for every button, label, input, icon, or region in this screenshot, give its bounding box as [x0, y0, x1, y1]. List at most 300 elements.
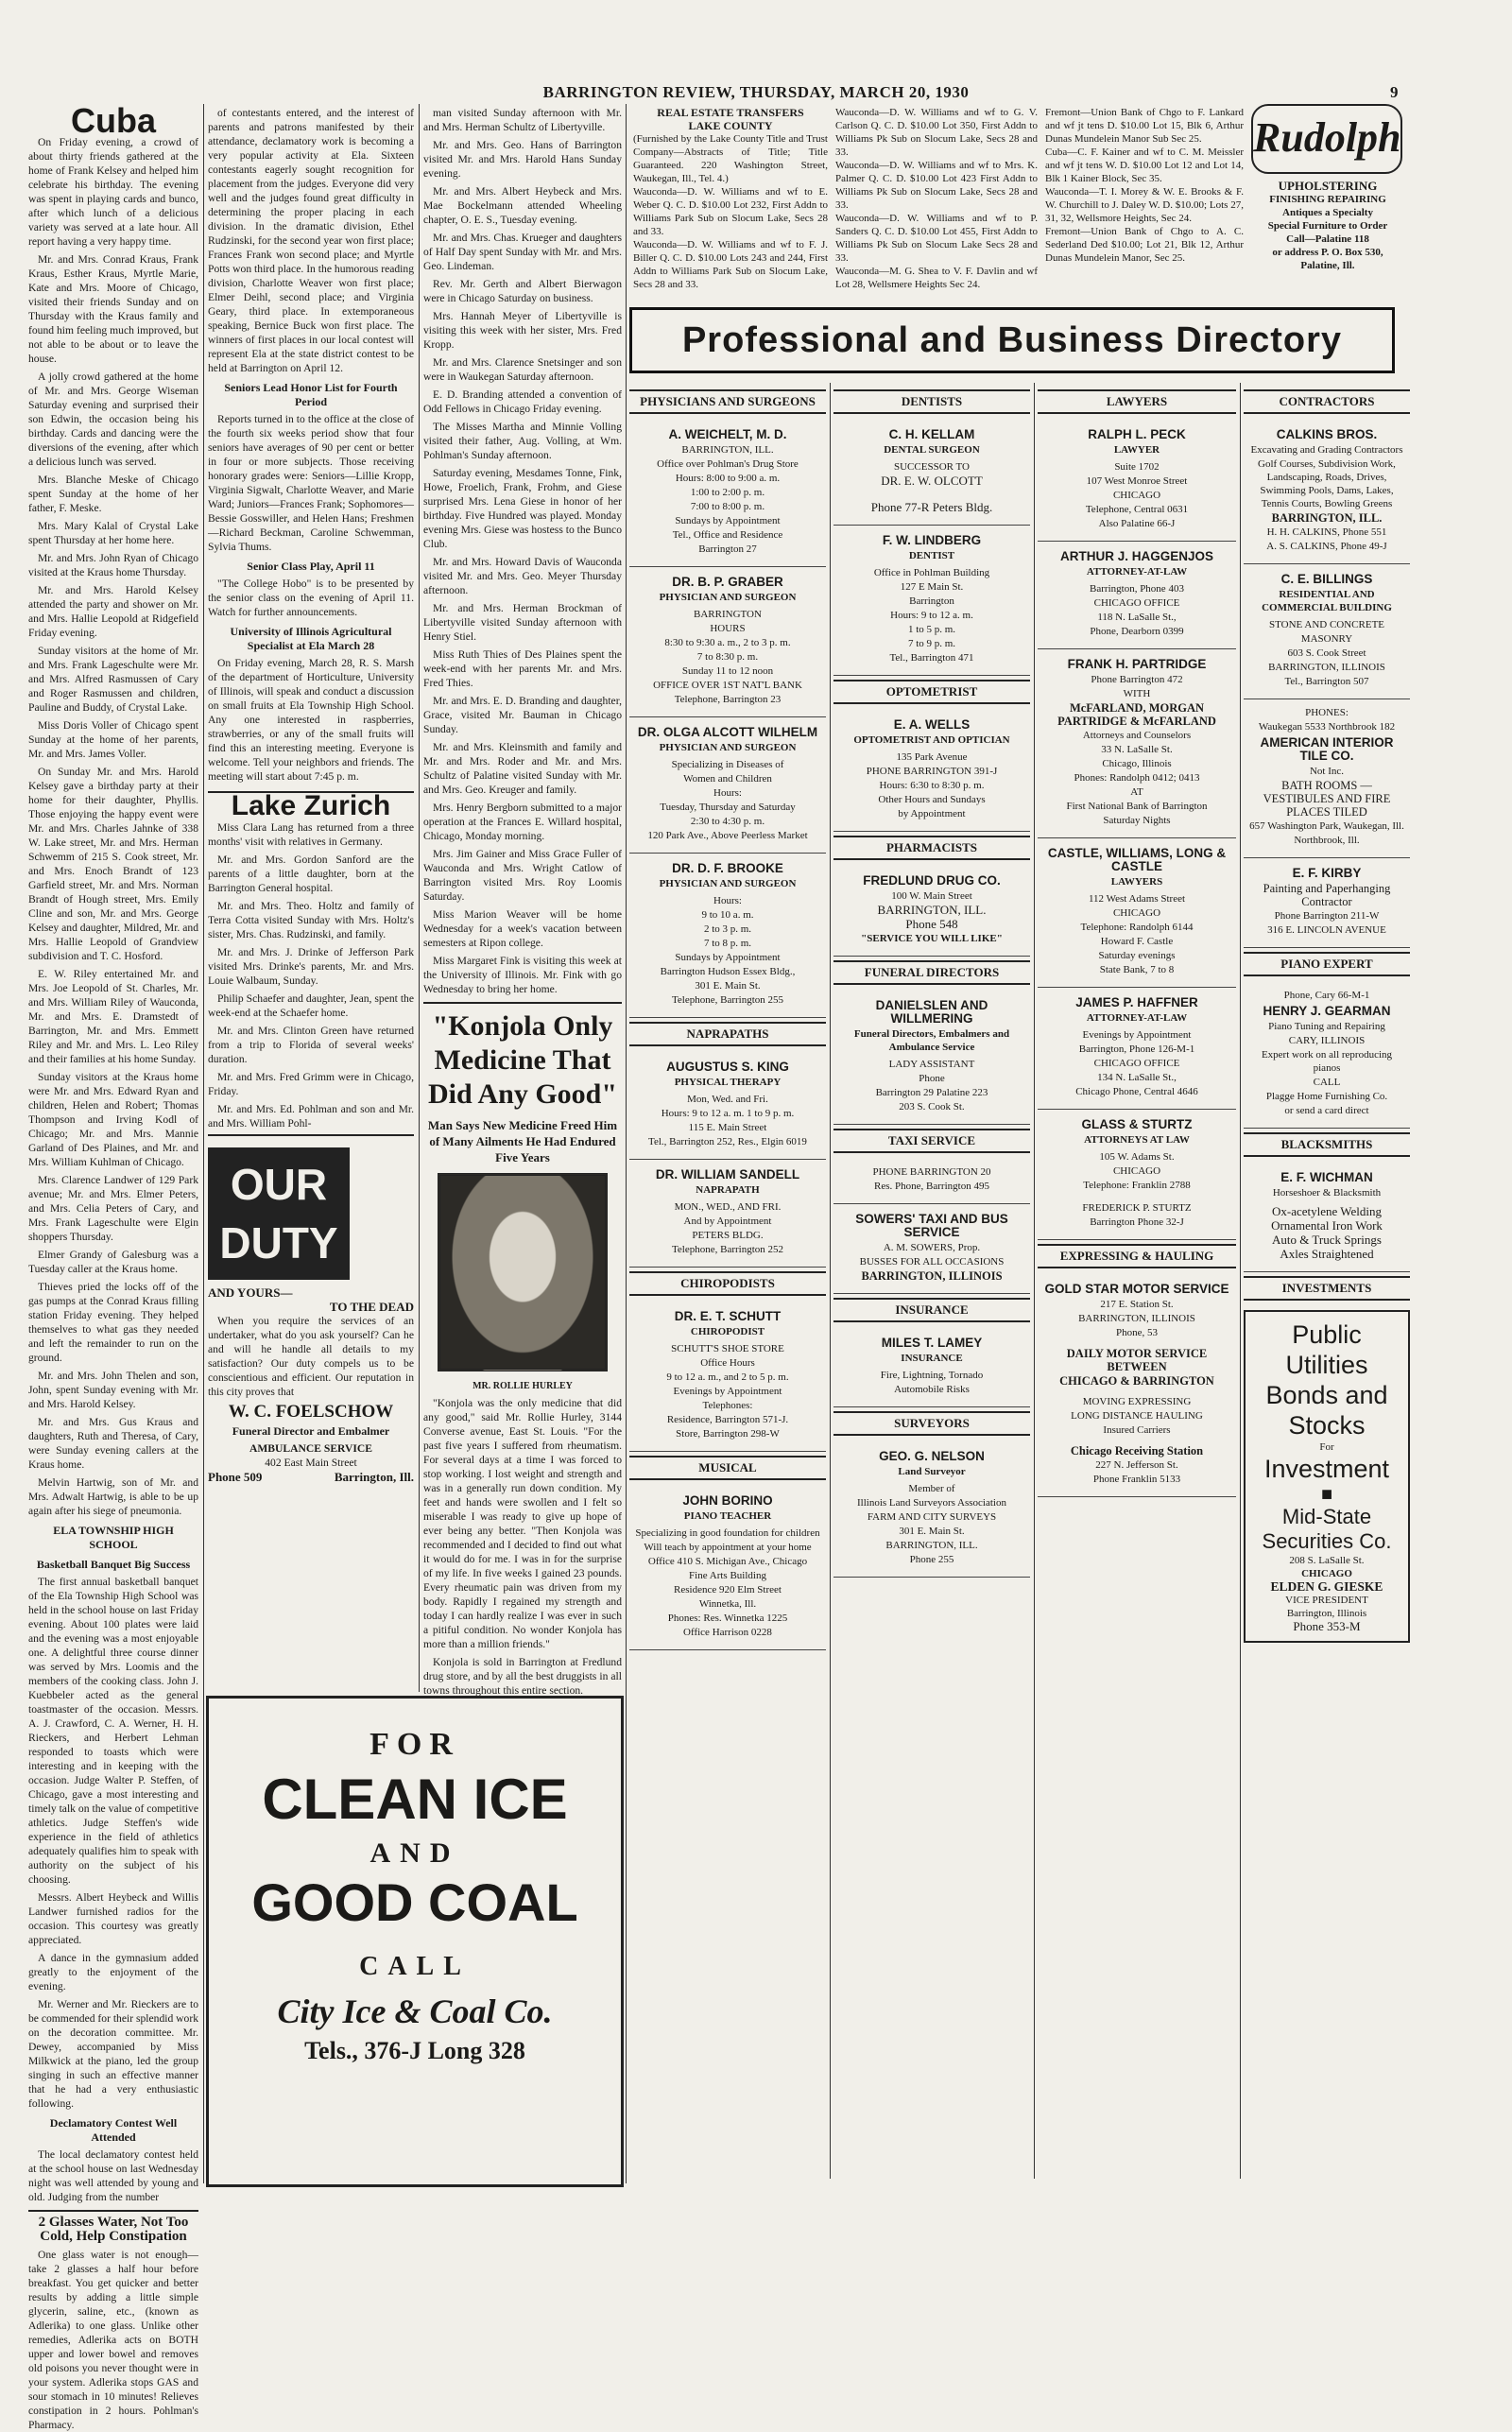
entry-line: STONE AND CONCRETE [1268, 619, 1385, 630]
ad-line: Funeral Director and Embalmer [232, 1424, 390, 1438]
re-entry: Wauconda—T. I. Morey & W. E. Brooks & F. W. Churchill to J. Daley W. D. $10.00; Lots 27, 31, 32, Wellsmore Heights, Sec 24. [1045, 186, 1244, 224]
news-paragraph: On Sunday Mr. and Mrs. Harold Kelsey gave a birthday party at their home for their daughter, Phyllis. Those enjoying the happy event were Mr. and Mrs. Charles Jahnke of 338 W. Lake street, Mr. and Mrs. Herman Schwemm of 215 S. Cook street, Mr. and Mrs. Enoch Brandt of 123 Garfield street, Mr. and Mrs. Norman Brandt of Hough street, Mrs. Emily Cline and son, Mr. and Mrs. George Kelsey and daughter, Mildred, Mr. and Mrs. Hallie Leopold of Grandview subdivision and T. C. Hosford. [28, 766, 198, 962]
category-heading: CHIROPODISTS [629, 1271, 826, 1296]
entry-name: GEO. G. NELSON [879, 1449, 985, 1463]
entry-line: WITH [1123, 688, 1151, 699]
column-rule [830, 383, 831, 2179]
entry-line: Phone, 53 [1116, 1327, 1158, 1338]
re-subheading: LAKE COUNTY [688, 119, 773, 132]
entry-line: FREDERICK P. STURTZ [1082, 1202, 1192, 1214]
entry-line: Member of [908, 1483, 955, 1494]
column-rule [1034, 383, 1035, 2179]
entry-name: DR. OLGA ALCOTT WILHELM [637, 725, 818, 739]
entry-line: 127 E Main St. [900, 581, 964, 593]
entry-line: Barrington, Phone 403 [1090, 583, 1184, 595]
entry-line: AT [1130, 786, 1143, 798]
re-entry: Wauconda—D. W. Williams and wf to F. J. Biller Q. C. D. $10.00 Lots 243 and 244, First Addn to Williams Park Sub on Slocum Lake, Secs 28 and 33. [633, 239, 828, 290]
entry-line: Not Inc. [1309, 766, 1345, 777]
ad-line: AND YOURS— [208, 1285, 293, 1300]
entry-line: Phone 548 [905, 917, 958, 931]
entry-line: Tel., Barrington 507 [1284, 676, 1369, 687]
ad-line: Antiques a Specialty [1282, 207, 1373, 218]
ad-line: Mid-State Securities Co. [1262, 1505, 1392, 1553]
directory-entry [833, 710, 1030, 832]
ad-line: CLEAN ICE [262, 1768, 568, 1831]
entry-line: Phones: Res. Winnetka 1225 [667, 1613, 788, 1624]
ad-line: CHICAGO [1301, 1568, 1352, 1579]
entry-line: Phone Barrington 472 [1091, 674, 1183, 685]
entry-line: 227 N. Jefferson St. [1095, 1459, 1178, 1471]
directory-entry [629, 1486, 826, 1650]
entry-line: 2:30 to 4:30 p. m. [690, 816, 765, 827]
duty-word: OUR [230, 1160, 328, 1209]
entry-line: CHICAGO [1112, 490, 1161, 501]
news-paragraph: Mr. and Mrs. Clinton Green have returned from a trip to Florida of several weeks' duration. [208, 1025, 414, 1065]
ad-line: For [1319, 1441, 1334, 1453]
entry-line: Sunday 11 to 12 noon [681, 665, 774, 677]
entry-line: 107 West Monroe Street [1086, 475, 1188, 487]
directory-entry [629, 1052, 826, 1160]
entry-line: BARRINGTON, ILL. [1271, 511, 1383, 525]
news-paragraph: Melvin Hartwig, son of Mr. and Mrs. Adwalt Hartwig, is able to be up again after his siege of pneumonia. [28, 1476, 198, 1517]
entry-line: 8:30 to 9:30 a. m., 2 to 3 p. m. [664, 637, 791, 648]
entry-subtitle: OPTOMETRIST AND OPTICIAN [853, 734, 1010, 746]
re-entry: Wauconda—D. W. Williams and wf to P. Sanders Q. C. D. $10.00 Lot 455, First Addn to Williams Pk Sub on Slocum Lake Secs 28 and 33. [835, 213, 1038, 264]
news-paragraph: Mr. and Mrs. Geo. Hans of Barrington visited Mr. and Mrs. Harold Hans Sunday evening. [423, 139, 622, 180]
news-paragraph: Mr. and Mrs. Kleinsmith and family and Mr. and Mrs. Roder and Mr. and Mrs. Schultz of Palatine visited Sunday with Mr. and Mrs. Geo. Kreuger and family. [423, 741, 622, 796]
re-entry: Fremont—Union Bank of Chgo to A. C. Sederland Ded $10.00; Lot 21, Blk 12, Arthur Dunas Mundelein Manor, Sec 25. [1045, 226, 1244, 264]
entry-line: 657 Washington Park, Waukegan, Ill. [1249, 820, 1404, 832]
ad-headline: "Konjola Only [432, 1010, 613, 1042]
ad-line: CALL [359, 1952, 471, 1981]
entry-line: McFARLAND, MORGAN PARTRIDGE & McFARLAND [1057, 701, 1216, 728]
entry-line: Specializing in Diseases of [671, 759, 784, 770]
entry-line: Expert work on all reproducing pianos [1261, 1049, 1393, 1074]
news-paragraph: Thieves pried the locks off of the gas pumps at the Conrad Kraus filling station Friday evening. They helped themselves to what gas they needed and left the remainder to run on the ground. [28, 1281, 198, 1364]
entry-line: Chicago Receiving Station [1070, 1444, 1204, 1457]
section-heading-lake-zurich: Lake Zurich [208, 791, 414, 813]
entry-line: Saturday Nights [1103, 815, 1171, 826]
directory-entry [629, 717, 826, 854]
entry-name: JAMES P. HAFFNER [1075, 995, 1198, 1009]
category-heading: PHARMACISTS [833, 836, 1030, 860]
entry-line: Residence 920 Elm Street [674, 1584, 782, 1595]
entry-line: PETERS BLDG. [692, 1230, 764, 1241]
entry-line: Hours: 9 to 12 a. m. 1 to 9 p. m. [661, 1108, 795, 1119]
directory-entry [833, 1328, 1030, 1407]
news-paragraph: The Misses Martha and Minnie Volling visited their father, Aug. Volling, at Wm. Pohlman's Sunday afternoon. [423, 421, 622, 461]
entry-line: Store, Barrington 298-W [676, 1428, 780, 1440]
ad-line: FINISHING REPAIRING [1269, 194, 1386, 205]
ad-paragraph: "Konjola was the only medicine that did any good," said Mr. Rollie Hurley, 3144 Converse avenue, East St. Louis. "For the past five years I suffered from rheumatism. For several days at a time I was forced to stop working. I lost weight and strength and was in a generally run down condition. My feet and hands were swollen and I felt so miserable I was ready to give up hope of ever being any better. "Then Konjola was recommended and I decided to find out what it would do for me. I was in for the surprise of my life. In five weeks I gained 23 pounds. Every rheumatic pain was driven from my body. Rapidly I regained my strength and today I can hardly realize I was ever in such a pitiful condition. No wonder Konjola has more than a million friends." [423, 1397, 622, 1650]
entry-line: FARM AND CITY SURVEYS [867, 1511, 997, 1523]
entry-line: CHICAGO [1112, 1165, 1161, 1177]
news-paragraph: Mr. and Mrs. Theo. Holtz and family of Terra Cotta visited Sunday with Mrs. Holtz's sister, Mrs. Chas. Rudzinski, and family. [208, 900, 414, 940]
entry-line: 7 to 8 p. m. [703, 938, 752, 949]
category-heading: FUNERAL DIRECTORS [833, 960, 1030, 985]
ad-line: Public Utilities [1285, 1320, 1368, 1379]
entry-line: Chicago, Illinois [1102, 758, 1172, 769]
entry-line: Women and Children [683, 773, 772, 785]
news-paragraph: Mrs. Blanche Meske of Chicago spent Sunday at the home of her father, F. Meske. [28, 474, 198, 514]
entry-line: MON., WED., AND FRI. [674, 1201, 782, 1213]
news-paragraph: Miss Marion Weaver will be home Wednesday for a week's vacation between semesters at Ripon college. [423, 908, 622, 949]
entry-name: A. WEICHELT, M. D. [668, 427, 787, 441]
directory-entry [833, 526, 1030, 676]
directory-entry [1244, 858, 1410, 948]
subheading: Seniors Lead Honor List for Fourth Period [224, 381, 398, 408]
subheading: University of Illinois Agricultural Specialist at Ela March 28 [230, 625, 392, 652]
entry-line: Telephone, Barrington 23 [674, 694, 782, 705]
entry-line: Attorneys and Counselors [1082, 730, 1192, 741]
entry-subtitle: PHYSICIAN AND SURGEON [659, 742, 797, 753]
entry-name: E. F. KIRBY [1292, 866, 1362, 880]
entry-line: Phone Franklin 5133 [1092, 1474, 1181, 1485]
directory-entry [1244, 1163, 1410, 1272]
entry-line: Specializing in good foundation for children [635, 1527, 820, 1539]
entry-line: 134 N. LaSalle St., [1097, 1072, 1177, 1083]
entry-line: PHONE BARRINGTON 391-J [866, 766, 998, 777]
entry-line: Barrington Phone 32-J [1090, 1216, 1184, 1228]
entry-name: E. F. WICHMAN [1280, 1170, 1373, 1184]
news-paragraph: Mr. and Mrs. John Ryan of Chicago visited at the Kraus home Thursday. [28, 552, 198, 578]
news-paragraph: Mr. and Mrs. Chas. Krueger and daughters of Half Day spent Sunday with Mr. and Mrs. Geo. Lindeman. [423, 232, 622, 272]
subheading: ELA TOWNSHIP HIGH SCHOOL [53, 1524, 174, 1551]
directory-column [629, 386, 826, 2182]
entry-line: or send a card direct [1284, 1105, 1369, 1116]
entry-line: Phone, Dearborn 0399 [1090, 626, 1184, 637]
entry-name: GLASS & STURTZ [1081, 1117, 1193, 1131]
entry-line: 2 to 3 p. m. [703, 923, 752, 935]
entry-subtitle: DENTAL SURGEON [884, 444, 980, 456]
ad-line: UPHOLSTERING [1278, 179, 1378, 193]
entry-line: H. H. CALKINS, Phone 551 [1266, 526, 1387, 538]
rudolph-logo: Rudolph [1251, 104, 1402, 174]
directory-entry [629, 854, 826, 1018]
entry-line: Insured Carriers [1103, 1424, 1171, 1436]
directory-column [1038, 386, 1236, 2182]
entry-name: E. A. WELLS [893, 717, 971, 732]
page-number: 9 [1390, 83, 1399, 101]
news-paragraph: Mrs. Jim Gainer and Miss Grace Fuller of Wauconda and Mrs. Wright Catlow of Barrington visited Mrs. Roy Loomis Saturday. [423, 848, 622, 903]
entry-line: Hours: 6:30 to 8:30 p. m. [879, 780, 985, 791]
funeral-ad [208, 1134, 414, 1484]
entry-name: AMERICAN INTERIOR TILE CO. [1260, 735, 1394, 763]
entry-name: CASTLE, WILLIAMS, LONG & CASTLE [1047, 846, 1227, 873]
ad-line: 208 S. LaSalle St. [1289, 1555, 1365, 1566]
directory-entry [629, 567, 826, 717]
entry-line: OFFICE OVER 1ST NAT'L BANK [653, 680, 802, 691]
re-heading: REAL ESTATE TRANSFERS [657, 106, 804, 119]
entry-line: 120 Park Ave., Above Peerless Market [647, 830, 808, 841]
news-paragraph: Mr. and Mrs. J. Drinke of Jefferson Park visited Mrs. Drinke's parents, Mr. and Mrs. Louie Walbaum, Sunday. [208, 946, 414, 987]
entry-line: Saturday evenings [1098, 950, 1176, 961]
entry-line: SUCCESSOR TO [894, 461, 970, 473]
entry-line: 301 E. Main St. [695, 980, 761, 992]
entry-name: MILES T. LAMEY [881, 1336, 983, 1350]
entry-subtitle: PIANO TEACHER [683, 1510, 772, 1522]
entry-line: Sundays by Appointment [675, 515, 781, 526]
directory-column [1244, 386, 1410, 2182]
directory-entry [833, 1441, 1030, 1578]
subheading: Basketball Banquet Big Success [36, 1558, 191, 1571]
ad-line: Bonds and [1265, 1381, 1388, 1409]
entry-line: by Appointment [898, 808, 966, 819]
entry-line: SCHUTT'S SHOE STORE [671, 1343, 784, 1354]
entry-line: BARRINGTON, ILLINOIS [861, 1269, 1003, 1283]
entry-line: Office over Pohlman's Drug Store [657, 458, 799, 470]
entry-line: Sundays by Appointment [675, 952, 781, 963]
directory-entry [833, 991, 1030, 1125]
entry-line: 118 N. LaSalle St., [1097, 612, 1177, 623]
square-ornament-icon: ■ [1320, 1484, 1333, 1505]
re-entry: Cuba—C. F. Kainer and wf to C. M. Meissler and wf jt tens W. D. $10.00 Lot 12 and Lot 14, Blk 1 Kainer Block, Sec 35. [1045, 147, 1244, 184]
ad-heading: 2 Glasses Water, Not Too Cold, Help Constipation [28, 2210, 198, 2244]
news-paragraph: Messrs. Albert Heybeck and Willis Landwer furnished radios for the occasion. This courtesy was greatly appreciated. [28, 1891, 198, 1946]
entry-name: CALKINS BROS. [1276, 427, 1378, 441]
entry-line: Office 410 S. Michigan Ave., Chicago [647, 1556, 808, 1567]
entry-line: BARRINGTON, ILL. [877, 903, 987, 917]
entry-line: Telephone: Franklin 2788 [1083, 1180, 1191, 1191]
directory-entry [1038, 649, 1236, 838]
ad-line: Tels., 376-J Long 328 [304, 2037, 525, 2064]
entry-line: Barrington, Phone 126-M-1 [1078, 1044, 1195, 1055]
masthead [0, 83, 1512, 102]
entry-line: BARRINGTON [694, 609, 762, 620]
news-paragraph: Mr. and Mrs. Conrad Kraus, Frank Kraus, Esther Kraus, Myrtle Marie, Kate and Mrs. Moore of Chicago, visited their friends Sunday and on Thursday with the Kraus family and found him feeling much improved, but not able to be about or to leave the house. [28, 253, 198, 365]
entry-name: FREDLUND DRUG CO. [863, 873, 1001, 888]
directory-column [833, 386, 1030, 2182]
column-news-konjola [423, 106, 622, 1697]
ad-line: Stocks [1288, 1411, 1366, 1440]
entry-line: 217 E. Station St. [1100, 1299, 1174, 1310]
news-paragraph: Mr. and Mrs. E. D. Branding and daughter, Grace, visited Mr. Bauman in Chicago Sunday. [423, 695, 622, 735]
ad-line: Barrington, Illinois [1286, 1608, 1367, 1619]
entry-subtitle: LAWYER [1113, 444, 1160, 456]
news-paragraph: Mr. and Mrs. Howard Davis of Wauconda visited Mr. and Mrs. Geo. Meyer Thursday afternoon. [423, 556, 622, 596]
category-heading: PHYSICIANS AND SURGEONS [629, 389, 826, 414]
ad-line: FOR [369, 1727, 460, 1762]
entry-line: 105 W. Adams St. [1099, 1151, 1175, 1163]
news-paragraph: Mr. and Mrs. Gus Kraus and daughters, Ruth and Theresa, of Cary, were Sunday evening callers at the Kraus home. [28, 1416, 198, 1471]
entry-subtitle: CHIROPODIST [690, 1326, 765, 1337]
re-entry: Fremont—Union Bank of Chgo to F. Lankard and wf jt tens D. $10.00 Lot 15, Blk 6, Arthur Dunas Mundelein Manor Sub Sec 25. [1045, 107, 1244, 145]
entry-line: Painting and Paperhanging Contractor [1263, 882, 1391, 908]
entry-line: Evenings by Appointment [1082, 1029, 1192, 1041]
category-heading: LAWYERS [1038, 389, 1236, 414]
news-paragraph: Mr. and Mrs. John Thelen and son, John, spent Sunday evening with Mr. and Mrs. Harold Kelsey. [28, 1370, 198, 1410]
ice-coal-ad [206, 1696, 624, 2187]
news-paragraph: Saturday evening, Mesdames Tonne, Fink, Howe, Froelich, Frank, Frohm, and Giese surprised Mrs. Lena Giese in honor of her birthday. Five Hundred was played. Monday evening Mrs. Giese was hostess to the Bunco Club. [423, 467, 622, 550]
news-paragraph: Mrs. Clarence Landwer of 129 Park avenue; Mr. and Mrs. Elmer Peters, and Mrs. Celia Peters of Cary, and Mrs. Frank Lageschulte were Elgin shoppers Thursday. [28, 1174, 198, 1243]
konjola-ad [423, 1002, 622, 1698]
entry-line: 7:00 to 8:00 p. m. [690, 501, 765, 512]
category-heading: INSURANCE [833, 1298, 1030, 1322]
category-heading: MUSICAL [629, 1456, 826, 1480]
entry-line: 112 West Adams Street [1088, 893, 1186, 905]
entry-line: Phone, Cary 66-M-1 [1283, 990, 1370, 1001]
ad-line: Call—Palatine 118 [1286, 233, 1369, 245]
entry-line: Barrington 29 Palatine 223 [875, 1087, 988, 1098]
news-paragraph: On Friday evening, a crowd of about thirty friends gathered at the home of Frank Kelsey and helped him celebrate his birthday. The evening was spent in playing cards and bunco, after which lunch of a delicious variety was served at a late hour. All report having a very happy time. [28, 136, 198, 248]
entry-subtitle: Funeral Directors, Embalmers and Ambulance Service [853, 1028, 1010, 1053]
entry-line: Phone [919, 1073, 945, 1084]
news-paragraph: Miss Clara Lang has returned from a three months' visit with relatives in Germany. [208, 821, 414, 848]
entry-name: C. E. BILLINGS [1280, 572, 1373, 586]
entry-line: Northbrook, Ill. [1294, 835, 1360, 846]
column-cuba [28, 101, 198, 2431]
entry-line: Telephone, Barrington 255 [671, 994, 784, 1006]
category-heading: PIANO EXPERT [1244, 952, 1410, 976]
ad-line: GOOD COAL [251, 1872, 578, 1932]
entry-line: Automobile Risks [894, 1384, 970, 1395]
entry-line: 1 to 5 p. m. [907, 624, 956, 635]
news-paragraph: Mr. and Mrs. Gordon Sanford are the parents of a little daughter, born at the Barrington General hospital. [208, 854, 414, 894]
directory-entry [1038, 542, 1236, 649]
news-paragraph: E. W. Riley entertained Mr. and Mrs. Joe Leopold of St. Charles, Mr. and Mrs. William Riley of Wauconda, Mr. and Mrs. E. Dramstedt of Barrington, Mr. and Mrs. Emmett Riley and Mr. and Mrs. L. Leo Riley and their families at his home Sunday. [28, 968, 198, 1065]
news-paragraph: Sunday visitors at the home of Mr. and Mrs. Frank Lageschulte were Mr. and Mrs. Alfred Rasmussen of Cary and Roger Rasmussen and children, Pauline and Buddy, of Crystal Lake. [28, 645, 198, 714]
category-heading: EXPRESSING & HAULING [1038, 1244, 1236, 1268]
category-heading: OPTOMETRIST [833, 680, 1030, 704]
entry-name: C. H. KELLAM [888, 427, 975, 441]
entry-name: FRANK H. PARTRIDGE [1067, 657, 1207, 671]
entry-name: DR. E. T. SCHUTT [674, 1309, 782, 1323]
column-rule [419, 104, 420, 1692]
entry-subtitle: PHYSICAL THERAPY [674, 1077, 782, 1088]
entry-line: Tel., Barrington 252, Res., Elgin 6019 [648, 1136, 807, 1147]
category-heading: SURVEYORS [833, 1411, 1030, 1436]
entry-line: Office Hours [700, 1357, 755, 1369]
re-intro: (Furnished by the Lake County Title and Trust Company—Abstracts of Title; Title Guaranteed. 220 Washington Street, Waukegan, Ill., Tel. 4.) [633, 133, 828, 184]
category-heading: CONTRACTORS [1244, 389, 1410, 414]
entry-subtitle: NAPRAPATH [696, 1184, 760, 1196]
entry-line: And by Appointment [683, 1216, 772, 1227]
news-paragraph: A dance in the gymnasium added greatly to the enjoyment of the evening. [28, 1952, 198, 1992]
entry-name: AUGUSTUS S. KING [666, 1060, 789, 1074]
entry-line: Golf Courses, Subdivision Work, Landscaping, Roads, Drives, Swimming Pools, Dams, Lakes, Tennis Courts, Bowling Greens [1258, 458, 1396, 509]
entry-line: 301 E. Main St. [899, 1526, 965, 1537]
photo-caption: MR. ROLLIE HURLEY [472, 1381, 573, 1391]
entry-line: HOURS [710, 623, 746, 634]
directory-entry [629, 420, 826, 567]
entry-subtitle: ATTORNEY-AT-LAW [1086, 1012, 1188, 1024]
advertiser-name: W. C. FOELSCHOW [228, 1402, 394, 1422]
entry-line: 100 W. Main Street [891, 890, 972, 902]
directory-entry [1244, 420, 1410, 564]
entry-line: Winnetka, Ill. [698, 1598, 757, 1610]
ad-line: TO THE DEAD [329, 1300, 414, 1314]
entry-line: 1:00 to 2:00 p. m. [690, 487, 765, 498]
ad-paragraph: Konjola is sold in Barrington at Fredlund drug store, and by all the best druggists in all towns throughout this entire section. [423, 1656, 622, 1697]
news-paragraph: "The College Hobo" is to be presented by the senior class on the evening of April 11. Watch for further announcements. [208, 578, 414, 618]
re-entry: Wauconda—D. W. Williams and wf to E. Weber Q. C. D. $10.00 Lot 232, First Addn to Williams Park Sub on Slocum Lake, Secs 28 and 33. [633, 186, 828, 237]
entry-name: RALPH L. PECK [1088, 427, 1186, 441]
entry-name: HENRY J. GEARMAN [1263, 1004, 1391, 1018]
column-ela-news [208, 106, 414, 1694]
entry-line: Barrington 27 [698, 543, 757, 555]
entry-name: DR. B. P. GRABER [672, 575, 783, 589]
entry-line: Hours: 9 to 12 a. m. [890, 610, 973, 621]
entry-line: Ornamental Iron Work [1271, 1218, 1383, 1233]
entry-line: Phones: Randolph 0412; 0413 [1074, 772, 1200, 784]
entry-line: Hours: 8:00 to 9:00 a. m. [675, 473, 781, 484]
directory-entry [833, 1159, 1030, 1204]
entry-line: LADY ASSISTANT [888, 1059, 975, 1070]
entry-line: LONG DISTANCE HAULING [1071, 1410, 1203, 1422]
entry-line: Office Harrison 0228 [683, 1627, 772, 1638]
entry-line: Howard F. Castle [1100, 936, 1174, 947]
news-paragraph: Rev. Mr. Gerth and Albert Bierwagon were in Chicago Saturday on business. [423, 278, 622, 304]
directory-entry [1244, 699, 1410, 858]
ad-headline: Medicine That [434, 1044, 611, 1076]
entry-line: Office in Pohlman Building [873, 567, 990, 578]
entry-line: BUSSES FOR ALL OCCASIONS [859, 1256, 1005, 1268]
ad-paragraph: When you require the services of an undertaker, what do you ask yourself? Can he and will he handle all details to my satisfaction? Our duty compels us to be conscientious and efficient. Our reputation in this city proves that [208, 1315, 414, 1398]
ad-line: AMBULANCE SERVICE [249, 1442, 373, 1455]
entry-line: Fire, Lightning, Tornado [880, 1370, 984, 1381]
category-heading: DENTISTS [833, 389, 1030, 414]
section-heading-cuba: Cuba [71, 101, 156, 140]
entry-line: Ox-acetylene Welding [1271, 1204, 1383, 1218]
ad-town: Barrington, Ill. [334, 1470, 414, 1484]
ad-line: or address P. O. Box 530, [1272, 247, 1383, 258]
entry-line: Evenings by Appointment [673, 1386, 782, 1397]
masthead-title: BARRINGTON REVIEW, THURSDAY, MARCH 20, 1930 [542, 83, 970, 101]
news-paragraph: The local declamatory contest held at the school house on last Wednesday night was well attended by young and old. Judging from the number [28, 2148, 198, 2203]
entry-line: Telephones: [702, 1400, 753, 1411]
entry-line: Fine Arts Building [689, 1570, 766, 1581]
directory-entry [833, 866, 1030, 957]
entry-line: Piano Tuning and Repairing [1268, 1021, 1385, 1032]
news-paragraph: Elmer Grandy of Galesburg was a Tuesday caller at the Kraus home. [28, 1249, 198, 1275]
entry-line: Plagge Home Furnishing Co. [1265, 1091, 1388, 1102]
entry-line: Mon, Wed. and Fri. [687, 1094, 768, 1105]
entry-line: Telephone: Randolph 6144 [1080, 922, 1194, 933]
column-rule [1240, 383, 1241, 2179]
entry-name: ARTHUR J. HAGGENJOS [1059, 549, 1214, 563]
entry-line: BARRINGTON, ILLINOIS [1078, 1313, 1195, 1324]
entry-subtitle: ATTORNEY-AT-LAW [1086, 566, 1188, 578]
entry-line: PHONES: [1305, 707, 1349, 718]
ad-paragraph: One glass water is not enough—take 2 glasses a half hour before breakfast. You get quicker and better results by adding a little simple glycerin, saline, etc., (known as Adlerika) to one glass. Unlike other remedies, Adlerika acts on BOTH upper and lower bowel and removes old poisons you never thought were in your system. Adlerika stops GAS and sour stomach in 10 minutes! Relieves constipation in 2 hours. Pohlman's Pharmacy. [28, 2249, 198, 2431]
category-heading: TAXI SERVICE [833, 1129, 1030, 1153]
entry-line: A. S. CALKINS, Phone 49-J [1266, 541, 1387, 552]
entry-line: Suite 1702 [1114, 461, 1160, 473]
news-paragraph: Sunday visitors at the Kraus home were Mr. and Mrs. Edward Ryan and children, Helen and Robert; Thomas Thompson and Irving Kodl of Chicago; Mr. and Mrs. Mannie Garland of Des Plaines, and Mr. and Mrs. William Kuhlman of Chicago. [28, 1071, 198, 1168]
news-paragraph: Philip Schaefer and daughter, Jean, spent the week-end at the Schaefer home. [208, 992, 414, 1019]
re-column [1045, 106, 1244, 302]
entry-line: Hours: [713, 895, 742, 906]
entry-name: GOLD STAR MOTOR SERVICE [1044, 1282, 1229, 1296]
entry-subtitle: INSURANCE [901, 1353, 963, 1364]
entry-line: 316 E. LINCOLN AVENUE [1267, 924, 1386, 936]
entry-line: CALL [1313, 1077, 1341, 1088]
entry-line: 203 S. Cook St. [899, 1101, 965, 1113]
entry-line: Auto & Truck Springs [1272, 1233, 1382, 1247]
directory-entry [629, 1160, 826, 1268]
directory-entry [629, 1302, 826, 1452]
news-paragraph: Mr. and Mrs. Clarence Snetsinger and son were in Waukegan Saturday afternoon. [423, 356, 622, 383]
entry-line: 603 S. Cook Street [1287, 647, 1366, 659]
entry-line: Tuesday, Thursday and Saturday [660, 802, 796, 813]
directory-entry [1244, 982, 1410, 1129]
news-paragraph: The first annual basketball banquet of the Ela Township High School was held in the school house on last Friday evening. About 100 plates were laid and the evening was a most enjoyable one. A delightful three course dinner was served by Mrs. Loomis and the members of the cooking class. John J. Kuebbeler acted as the general toastmaster of the occasion. Messrs. A. J. Crawford, C. A. Werner, H. H. Rieckers, and Herbert Lehman responded to toasts which were interesting and in keeping with the occasion. Judge Walter P. Steffen, of Chicago, gave a most interesting and timely talk on the value of competitive athletics. Judge Steffen's wide experience in the field of athletics adequately qualifies him to speak with authority on the subject of his choosing. [28, 1576, 198, 1886]
ad-subheading: Man Says New Medicine Freed Him of Many Ailments He Had Endured Five Years [427, 1118, 618, 1164]
news-paragraph: Miss Margaret Fink is visiting this week at the University of Illinois. Mr. Fink with go Wednesday to bring her home. [423, 955, 622, 995]
entry-line: First National Bank of Barrington [1066, 801, 1208, 812]
entry-line: CARY, ILLINOIS [1288, 1035, 1366, 1046]
ad-phone: Phone 509 [208, 1470, 263, 1484]
